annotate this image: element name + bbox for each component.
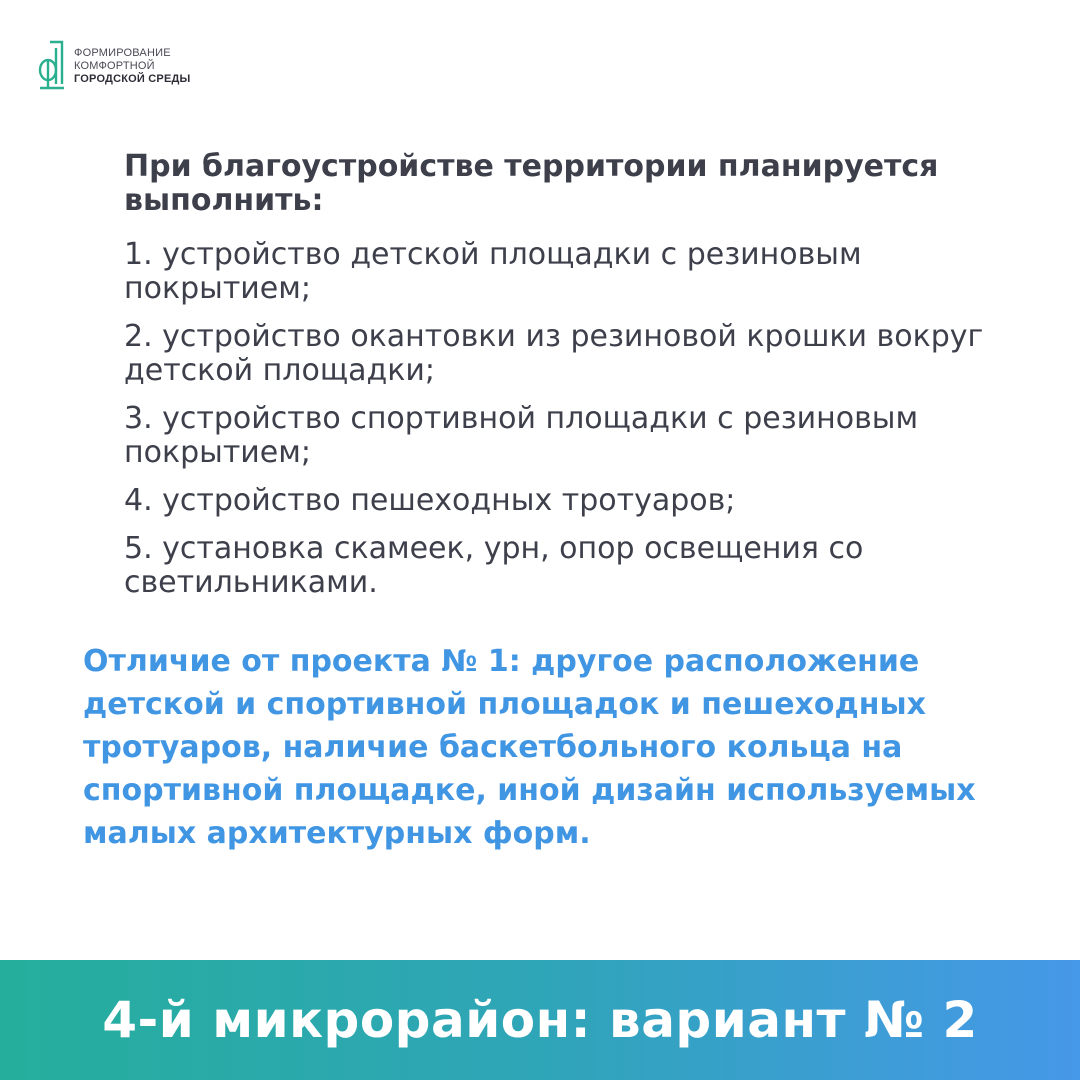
- footer-banner: [0, 960, 1080, 1080]
- list-item: 5. установка скамеек, урн, опор освещения со светильниками.: [124, 531, 864, 600]
- logo-line-2: КОМФОРТНОЙ: [74, 59, 155, 72]
- list-item: 3. устройство спортивной площадки с резиновым покрытием;: [124, 401, 919, 470]
- list-item: 1. устройство детской площадки с резиновым покрытием;: [124, 237, 862, 306]
- logo-line-3: ГОРОДСКОЙ СРЕДЫ: [74, 72, 191, 85]
- logo-text: [74, 47, 191, 86]
- footer-title: 4-й микрорайон: вариант № 2: [102, 991, 978, 1049]
- list-item: 2. устройство окантовки из резиновой крошки вокруг детской площадки;: [124, 319, 984, 388]
- logo-line-1: ФОРМИРОВАНИЕ: [74, 46, 171, 59]
- works-list-section: [124, 150, 1024, 614]
- logo: [36, 40, 191, 92]
- difference-note: Отличие от проекта № 1: другое расположение детской и спортивной площадок и пешеходных тротуаров, наличие баскетбольного кольца на спортивной площадке, иной дизайн используемых малых архитектурных форм.: [83, 644, 976, 851]
- city-building-logo-icon: [36, 40, 68, 92]
- list-item: 4. устройство пешеходных тротуаров;: [124, 483, 736, 518]
- section-heading: При благоустройстве территории планируется выполнить:: [124, 149, 939, 218]
